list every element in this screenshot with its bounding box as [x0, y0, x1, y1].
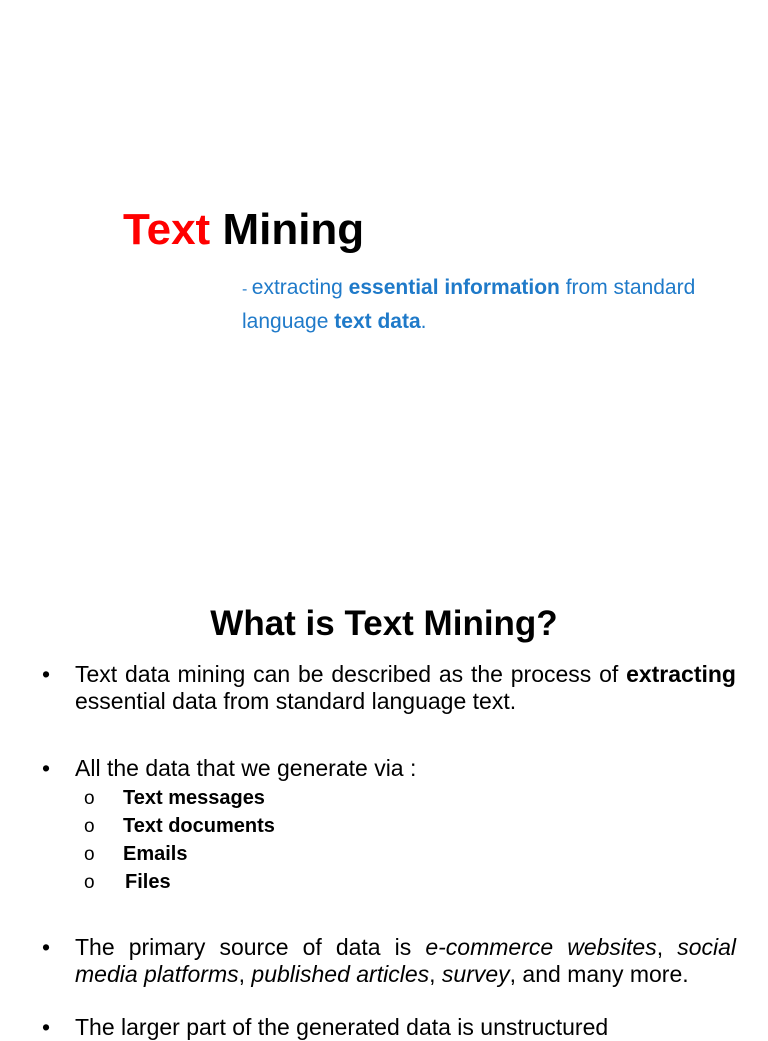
title-word-mining: Mining	[222, 205, 365, 254]
bullet-marker: •	[42, 755, 51, 781]
bullet-item	[42, 755, 736, 782]
bullet-text	[75, 934, 736, 988]
bullet-text-part: Text data mining can be described as the process of	[75, 661, 627, 687]
bullet-item	[42, 934, 736, 988]
bullet-text	[75, 661, 736, 715]
bullet-text: All the data that we generate via :	[75, 755, 417, 781]
bullet-italic-text: e-commerce websites	[425, 934, 657, 960]
bullet-text-part: ,	[429, 961, 442, 987]
slide-title	[123, 203, 364, 257]
bullet-text: The larger part of the generated data is unstructured	[75, 1014, 609, 1040]
bullet-marker: •	[42, 661, 51, 687]
sub-item-label: Emails	[123, 843, 188, 865]
subtitle-text-2: from standard language	[242, 276, 696, 333]
bullet-text-part: ,	[656, 934, 678, 960]
sub-bullet-marker: o	[84, 788, 95, 809]
subtitle-text-3: .	[420, 310, 427, 333]
sub-bullet-marker: o	[84, 816, 95, 837]
subtitle-bold-1: essential information	[348, 276, 560, 299]
sub-item-label: Text messages	[123, 787, 265, 809]
bullet-italic-text: social media platforms	[75, 934, 737, 987]
title-word-text: Text	[123, 205, 211, 254]
bullet-item	[42, 661, 736, 715]
sub-item-label: Text documents	[123, 815, 275, 837]
bullet-marker: •	[42, 1014, 51, 1040]
sub-bullet-marker: o	[84, 844, 95, 865]
section-heading: What is Text Mining?	[210, 604, 558, 643]
bullet-text-part: The primary source of data is	[75, 934, 426, 960]
sub-item-label: Files	[125, 871, 171, 893]
subtitle-text-1: extracting	[251, 276, 349, 299]
bullet-marker: •	[42, 934, 51, 960]
bullet-bold-word: extracting	[626, 661, 736, 687]
subtitle-dash: -	[242, 281, 252, 298]
bullet-italic-text: survey	[441, 961, 510, 987]
bullet-text-part: ,	[238, 961, 252, 987]
sub-bullet-marker: o	[84, 872, 95, 893]
bullet-text-part: essential data from standard language text.	[75, 688, 517, 714]
bullet-text-part: , and many more.	[509, 961, 689, 987]
slide-subtitle	[242, 272, 747, 338]
bullet-italic-text: published articles	[251, 961, 430, 987]
bullet-item	[42, 1014, 736, 1041]
subtitle-bold-2: text data	[334, 310, 421, 333]
